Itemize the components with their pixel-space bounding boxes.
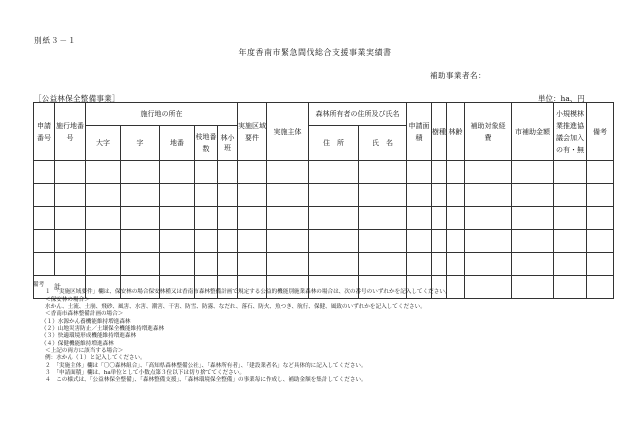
header-remarks: 備考 (587, 103, 614, 161)
note-item: ２ 「実施主体」欄は「〇〇森林組合」、「高知県森林整備公社」、「森林所有者」、「建設業者名」など具体的に記入してください。 (45, 362, 367, 369)
header-forest-subdivision: 林小班 (218, 126, 238, 161)
header-implementer: 実施主体 (267, 103, 309, 161)
header-application-no: 申請番号 (34, 103, 55, 161)
note-item: （４）保健機能維持増進森林 (41, 340, 114, 347)
note-item: ＜上記の両方に該当する場合＞ (45, 348, 124, 355)
note-item: １ 「実施区域要件」欄は、保安林の場合保安林種又は香南市森林整備計画で規定する公益的機能別施業森林の場合は、次の番号のいずれかを記入してください。 (45, 289, 451, 296)
note-item: （３）快適環境形成機能維持増進森林 (41, 333, 137, 340)
notes-heading: 備考 (33, 282, 45, 288)
note-item: 水かん、土流、土崩、飛砂、風害、水害、潮害、干害、防雪、防霧、なだれ、落石、防火、魚つき、航行、保健、風致のいずれかを記入してください。 (45, 304, 426, 311)
report-table (33, 102, 614, 299)
unit-label: 単位：ha、円 (538, 94, 585, 103)
applicant-label: 補助事業者名： (430, 71, 486, 80)
header-address: 住 所 (309, 126, 359, 161)
header-thinning-site-no: 施行地番号 (55, 103, 86, 161)
notes-section (33, 282, 613, 385)
header-zone-requirement: 実施区域要件 (238, 103, 267, 161)
header-tree-species: 樹種 (432, 103, 447, 161)
table-row (34, 253, 614, 276)
note-item: ３ 「申請面積」欄は、ha単位として小数点第３位以下は切り捨ててください。 (45, 370, 245, 377)
header-city-subsidy: 市補助金額 (512, 103, 554, 161)
note-item: ４ この様式は、「公益林保全整備」、「森林整備支援」、「森林環境保全整備」の事業毎に作成し、補助金額を集計してください。 (45, 377, 367, 384)
note-item: 例：水かん（１）と記入してください。 (45, 355, 146, 362)
table-row (34, 184, 614, 207)
document-title: 年度香南市緊急間伐総合支援事業実績書 (238, 48, 392, 57)
header-small-scale-forestry: 小規模林業推進協議会加入の有・無 (554, 103, 587, 161)
note-item: ＜保安林の場合＞ (45, 296, 90, 303)
header-sub-chiban: 枝地番数 (195, 126, 218, 161)
header-application-area: 申請面積 (407, 103, 432, 161)
header-subsidy-cost: 補助対象経 費 (465, 103, 512, 161)
note-item: （１）水源かん養機能維持増進森林 (41, 318, 131, 325)
table-row (34, 230, 614, 253)
header-name: 氏 名 (359, 126, 407, 161)
header-oaza: 大字 (86, 126, 121, 161)
header-location-group: 施行地の所在 (86, 103, 238, 126)
header-owner-group: 森林所有者の住所及び氏名 (309, 103, 407, 126)
header-forest-age: 林齢 (447, 103, 465, 161)
header-chiban: 地番 (160, 126, 195, 161)
table-row (34, 207, 614, 230)
note-item: ＜香南市森林整備計画の場合＞ (45, 311, 124, 318)
project-type-label: ［公益林保全整備事業］ (34, 94, 120, 103)
header-aza: 字 (121, 126, 160, 161)
note-item: （２）山地災害防止／土壌保全機能維持増進森林 (41, 326, 165, 333)
form-id: 別紙３－１ (34, 36, 77, 45)
total-label: 計 (34, 276, 86, 299)
table-row (34, 161, 614, 184)
